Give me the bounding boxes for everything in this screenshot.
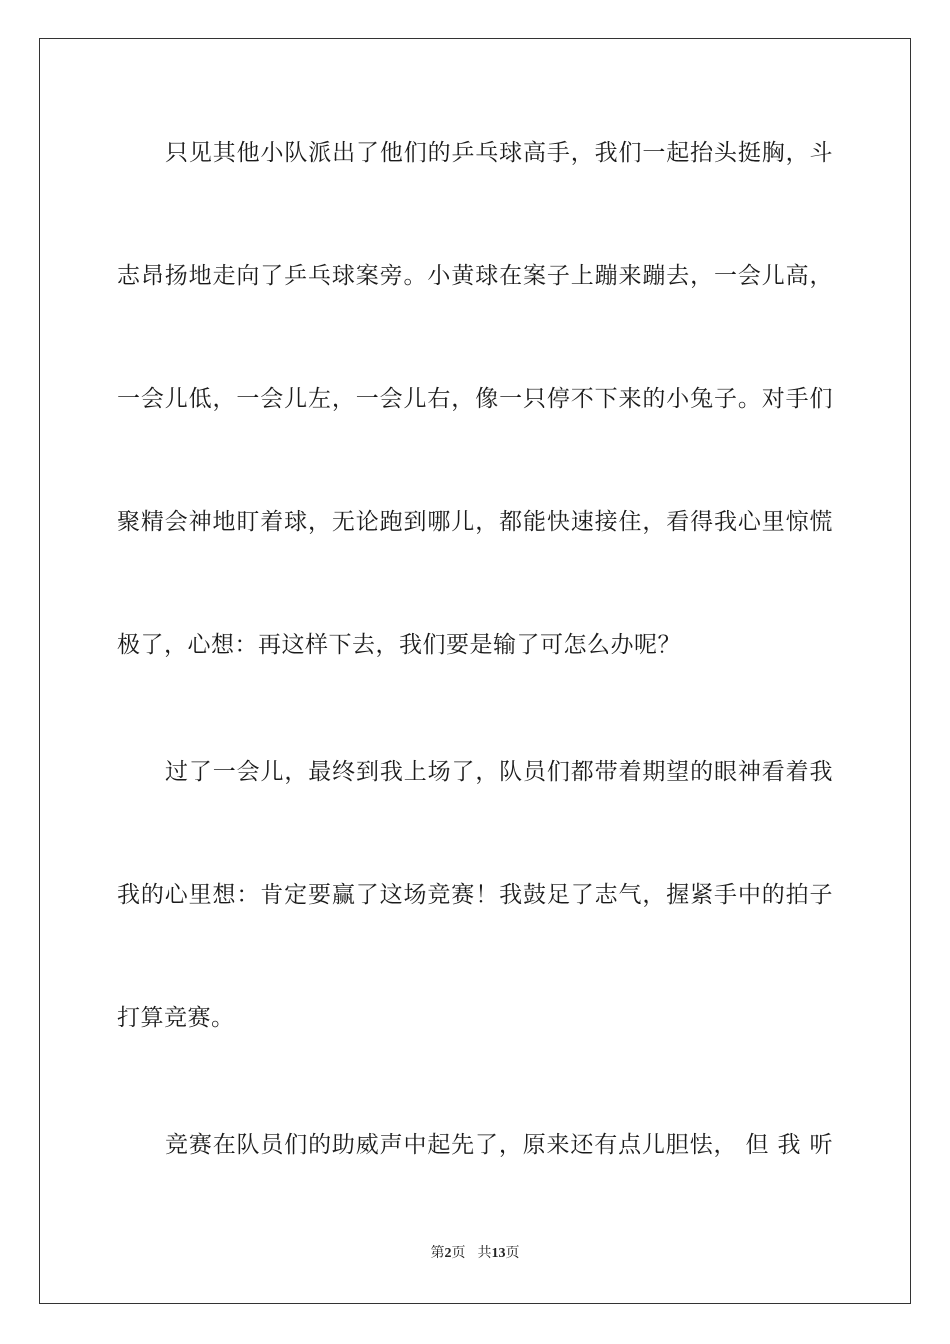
page-label-suffix: 页 [451, 1245, 466, 1261]
page-label-prefix: 第 [430, 1245, 445, 1261]
total-label-suffix: 页 [505, 1245, 520, 1261]
paragraph-line-3: 一会儿低，一会儿左，一会儿右，像一只停不下来的小兔子。对手们 [117, 386, 833, 412]
paragraph-line-1: 只见其他小队派出了他们的乒乓球高手，我们一起抬头挺胸，斗 [165, 140, 833, 166]
paragraph-line-4: 聚精会神地盯着球，无论跑到哪儿，都能快速接住，看得我心里惊慌 [117, 509, 833, 535]
total-pages: 13 [491, 1246, 506, 1261]
page-border [39, 38, 911, 1304]
paragraph-line-6: 过了一会儿，最终到我上场了，队员们都带着期望的眼神看着我 [165, 759, 833, 785]
total-label-prefix: 共 [477, 1245, 492, 1261]
paragraph-line-2: 志昂扬地走向了乒乓球案旁。小黄球在案子上蹦来蹦去，一会儿高， [117, 263, 833, 289]
page-number: 2 [444, 1246, 452, 1261]
page-footer [0, 1243, 950, 1264]
paragraph-line-5: 极了，心想：再这样下去，我们要是输了可怎么办呢？ [117, 632, 681, 658]
paragraph-line-9: 竞赛在队员们的助威声中起先了，原来还有点儿胆怯， 但 我 听 [165, 1132, 833, 1158]
paragraph-line-8: 打算竞赛。 [117, 1005, 235, 1031]
paragraph-line-7: 我的心里想：肯定要赢了这场竞赛！我鼓足了志气，握紧手中的拍子 [117, 882, 833, 908]
